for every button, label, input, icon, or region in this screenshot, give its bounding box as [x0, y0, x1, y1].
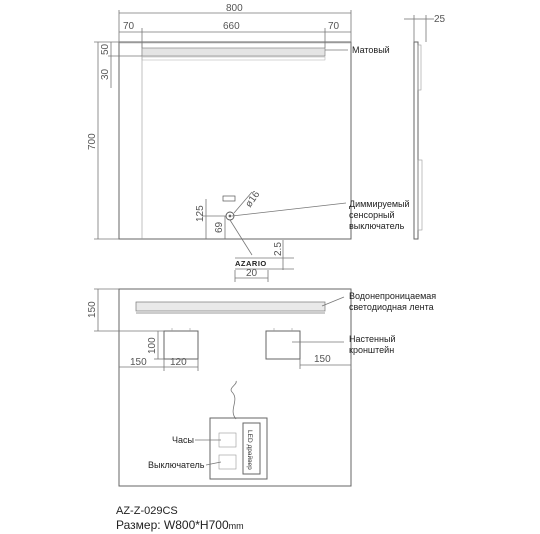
- callout-dimmer-line3: выключатель: [349, 221, 405, 231]
- dim-bracket-width-120: 120: [170, 357, 187, 368]
- dim-depth-25: 25: [434, 14, 446, 25]
- dim-logo-gap: 2.5: [273, 242, 284, 256]
- callouts: [148, 45, 436, 470]
- front-dimensions: [87, 3, 351, 282]
- size-text: Размер: W800*H700: [116, 518, 229, 532]
- led-strip: [136, 302, 325, 311]
- clock-module: [219, 433, 236, 447]
- dim-left-70: 70: [123, 21, 135, 32]
- size-unit: mm: [228, 521, 244, 531]
- clock-display: [223, 196, 235, 201]
- callout-clock: Часы: [172, 435, 194, 445]
- back-view: [119, 289, 351, 486]
- dim-strip-50: 50: [100, 43, 111, 55]
- dim-height-700: 700: [87, 133, 98, 150]
- power-cable: [231, 381, 236, 419]
- bracket-right: [266, 331, 300, 359]
- front-view: [119, 42, 351, 268]
- matte-strip-lower: [142, 57, 325, 60]
- dim-right-70: 70: [328, 21, 340, 32]
- dim-back-150: 150: [87, 301, 98, 318]
- mirror-back-outline: [119, 289, 351, 486]
- side-outline: [414, 42, 418, 239]
- callout-bracket-line2: кронштейн: [349, 345, 395, 355]
- dim-bracket-100: 100: [147, 337, 158, 354]
- dim-bracket-left-150: 150: [130, 357, 147, 368]
- dim-diameter-16: ø16: [243, 189, 263, 210]
- back-dimensions: [87, 289, 351, 371]
- side-view: [404, 14, 446, 239]
- dim-sensor-69: 69: [214, 221, 225, 233]
- mirror-front-outline: [119, 42, 351, 239]
- callout-bracket-line1: Настенный: [349, 334, 396, 344]
- dim-bracket-right-150: 150: [314, 354, 331, 365]
- logo-azario: AZARIO: [235, 259, 267, 268]
- callout-led-line2: светодиодная лента: [349, 302, 434, 312]
- led-driver-label: LED драйвер: [246, 430, 253, 470]
- callout-matte: Матовый: [352, 45, 390, 55]
- dim-logo-width: 20: [246, 268, 258, 279]
- model-code: AZ-Z-029CS: [116, 505, 178, 517]
- callout-switch: Выключатель: [148, 460, 205, 470]
- switch-module: [219, 455, 236, 469]
- dim-sensor-125: 125: [195, 205, 206, 222]
- dim-strip-30: 30: [100, 68, 111, 80]
- dim-middle-660: 660: [223, 21, 240, 32]
- callout-dimmer-line1: Диммируемый: [349, 199, 410, 209]
- callout-dimmer-line2: сенсорный: [349, 210, 395, 220]
- caption: [116, 504, 244, 533]
- dim-width-800: 800: [226, 3, 243, 14]
- matte-strip: [142, 48, 325, 56]
- bracket-left: [164, 331, 198, 359]
- size-line: [116, 518, 244, 533]
- driver-box: [210, 418, 267, 479]
- callout-led-line1: Водонепроницаемая: [349, 291, 437, 301]
